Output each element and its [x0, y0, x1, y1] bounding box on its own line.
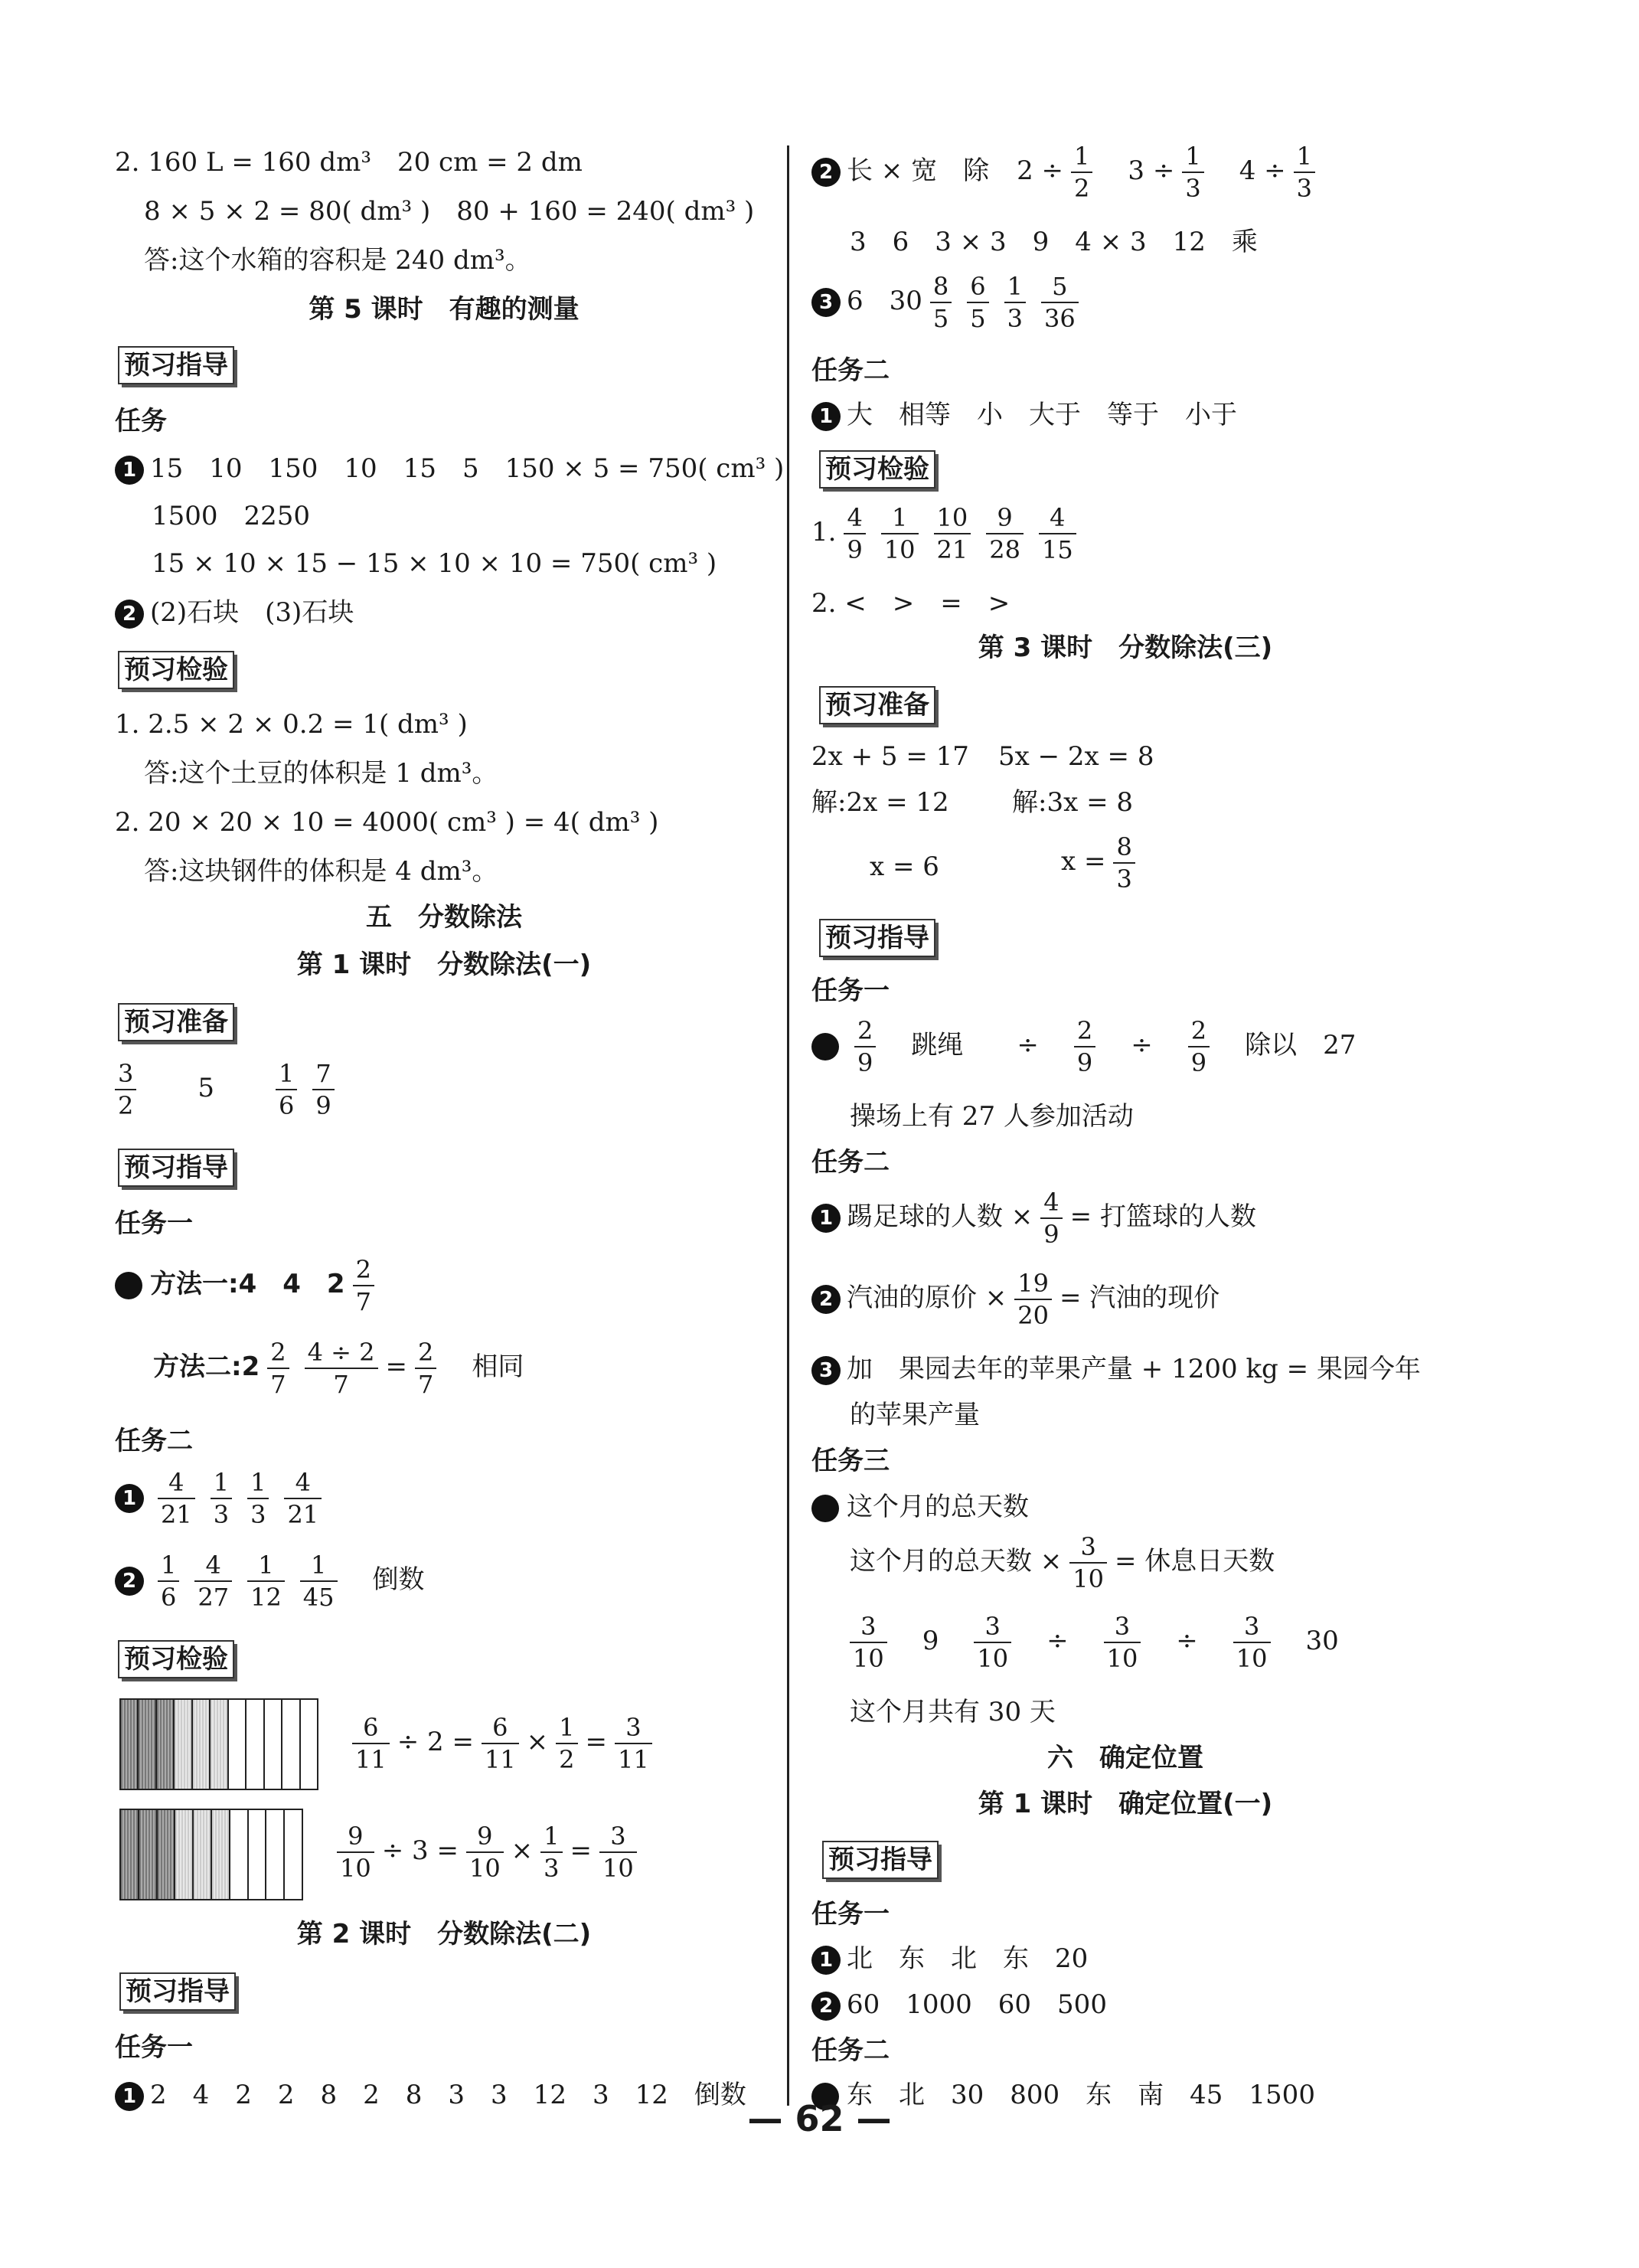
lesson-title: 第 1 课时 分数除法(一) [296, 949, 592, 980]
unit-title: 五 分数除法 [366, 902, 522, 933]
answer-line: 1. $\frac{4}{9}$ $\frac{1}{10}$ $\frac{10}{21}$ $\frac{9}{28}$ $\frac{4}{15}$ [811, 502, 1084, 579]
task-heading: 任务二 [811, 355, 890, 386]
equation: x = $\frac{8}{3}$ [1061, 832, 1143, 908]
equation: 解:2x = 12 [811, 787, 949, 818]
task-heading: 任务一 [115, 1208, 193, 1239]
answer-line: $\frac{3}{10}$ 9 $\frac{3}{10}$ ÷ $\frac{3}{10}$ ÷ $\frac{3}{10}$ 30 [850, 1611, 1339, 1688]
answer-line: 1 15 10 150 10 15 5 150 × 5 = 750( cm³ ) [115, 452, 784, 485]
answer-line: 东 北 30 800 东 南 45 1500 [811, 2078, 1315, 2112]
section-box: 预习检验 [819, 450, 935, 489]
answer-line: 2. 20 × 20 × 10 = 4000( cm³ ) = 4( dm³ ) [115, 807, 659, 838]
task-heading: 任务一 [115, 2032, 193, 2063]
answer-line: 3 加 果园去年的苹果产量 + 1200 kg = 果园今年 [811, 1352, 1421, 1386]
answer-line: 1 2 4 2 2 8 2 8 3 3 12 3 12 倒数 [115, 2078, 746, 2112]
answer-line: 1. 2.5 × 2 × 0.2 = 1( dm³ ) [115, 709, 468, 740]
lesson-title: 第 2 课时 分数除法(二) [296, 1919, 592, 1949]
answer-line: 2. < > = > [811, 588, 1010, 619]
answer-line: 2. 160 L = 160 dm³ 20 cm = 2 dm [115, 147, 583, 178]
lesson-title: 第 1 课时 确定位置(一) [978, 1789, 1273, 1819]
circled-number: 2 [115, 600, 144, 629]
answer-line: $\frac{2}{9}$ 跳绳 ÷ $\frac{2}{9}$ ÷ $\frac{2}{9}$ 除以 27 [811, 1015, 1356, 1092]
answer-line: 1 $\frac{4}{21}$ $\frac{1}{3}$ $\frac{1}{3}$ $\frac{4}{21}$ [115, 1467, 329, 1544]
task-heading: 任务二 [811, 2035, 890, 2066]
equation: 解:3x = 8 [1012, 787, 1133, 818]
answer-line: 操场上有 27 人参加活动 [850, 1101, 1134, 1132]
answer-line: 2 汽油的原价 × $\frac{19}{20}$ = 汽油的现价 [811, 1268, 1219, 1345]
answer-line: 1500 2250 [152, 501, 311, 531]
answer-line: 3 6 3 × 3 9 4 × 3 12 乘 [850, 227, 1258, 257]
fraction-grid-11 [119, 1698, 318, 1790]
answer-line: 答:这个水箱的容积是 240 dm³。 [144, 245, 531, 276]
circled-number: 1 [115, 456, 144, 485]
answer-line: 15 × 10 × 15 − 15 × 10 × 10 = 750( cm³ ) [152, 548, 717, 579]
column-divider [787, 145, 789, 2106]
answer-line: 答:这个土豆的体积是 1 dm³。 [144, 758, 498, 789]
section-box: 预习指导 [118, 346, 234, 384]
lesson-title: 第 5 课时 有趣的测量 [309, 294, 580, 325]
answer-line: 的苹果产量 [850, 1400, 980, 1430]
section-box: 预习检验 [118, 1640, 234, 1678]
section-box: 预习指导 [822, 1841, 939, 1879]
answer-line: 答:这块钢件的体积是 4 dm³。 [144, 856, 498, 887]
page-number: — 62 — [747, 2098, 892, 2139]
answer-line: 1 北 东 北 东 20 [811, 1942, 1088, 1976]
task-heading: 任务一 [811, 976, 890, 1006]
section-box: 预习指导 [819, 919, 935, 957]
task-heading: 任务 [115, 406, 167, 436]
section-box: 预习指导 [119, 1972, 236, 2011]
answer-line: 3 6 30 $\frac{8}{5}$ $\frac{6}{5}$ $\frac{1}{3}$ $\frac{5}{36}$ [811, 271, 1086, 348]
bullet-dot [115, 1272, 142, 1299]
equation: x = 6 [870, 851, 939, 882]
task-heading: 任务一 [811, 1899, 890, 1930]
answer-line: 这个月的总天数 × $\frac{3}{10}$ = 休息日天数 [850, 1532, 1275, 1593]
answer-line: 2 (2)石块 (3)石块 [115, 596, 354, 629]
section-box: 预习准备 [819, 686, 935, 724]
answer-line: 2 $\frac{1}{6}$ $\frac{4}{27}$ $\frac{1}{12}$ $\frac{1}{45}$ 倒数 [115, 1550, 425, 1626]
unit-title: 六 确定位置 [1047, 1743, 1203, 1773]
answer-line: 这个月的总天数 [811, 1490, 1029, 1524]
equation: 2x + 5 = 17 [811, 741, 969, 772]
lesson-title: 第 3 课时 分数除法(三) [978, 632, 1273, 663]
section-box: 预习检验 [118, 651, 234, 689]
answer-line: $\frac{3}{2}$ 5 $\frac{1}{6}$ $\frac{7}{9}$ [115, 1058, 342, 1135]
answer-line: 1 踢足球的人数 × $\frac{4}{9}$ = 打篮球的人数 [811, 1187, 1256, 1263]
task-heading: 任务三 [811, 1446, 890, 1476]
fraction-grid-10 [119, 1809, 303, 1900]
answer-line: $\frac{9}{10}$ ÷ 3 = $\frac{9}{10}$ × $\frac{1}{3}$ = $\frac{3}{10}$ [329, 1821, 645, 1897]
task-heading: 任务二 [115, 1426, 193, 1456]
answer-line: 这个月共有 30 天 [850, 1697, 1056, 1727]
answer-line: 2 长 × 宽 除 2 ÷ $\frac{1}{2}$ 3 ÷ $\frac{1}{3}$ 4 ÷ $\frac{1}{3}$ [811, 141, 1323, 217]
answer-line: 1 大 相等 小 大于 等于 小于 [811, 398, 1237, 432]
answer-line: $\frac{6}{11}$ ÷ 2 = $\frac{6}{11}$ × $\frac{1}{2}$ = $\frac{3}{11}$ [344, 1712, 660, 1789]
task-heading: 任务二 [811, 1147, 890, 1178]
answer-line: 2 60 1000 60 500 [811, 1988, 1107, 2021]
answer-line: 8 × 5 × 2 = 80( dm³ ) 80 + 160 = 240( dm³ ) [144, 196, 755, 227]
answer-line: 方法一:4 4 2 $\frac{2}{7}$ [115, 1254, 382, 1331]
answer-line: 方法二:2 $\frac{2}{7}$ $\frac{4 \div 2}{7}$ = $\frac{2}{7}$ 相同 [153, 1338, 524, 1399]
section-box: 预习指导 [118, 1149, 234, 1187]
equation: 5x − 2x = 8 [998, 741, 1154, 772]
section-box: 预习准备 [118, 1003, 234, 1041]
